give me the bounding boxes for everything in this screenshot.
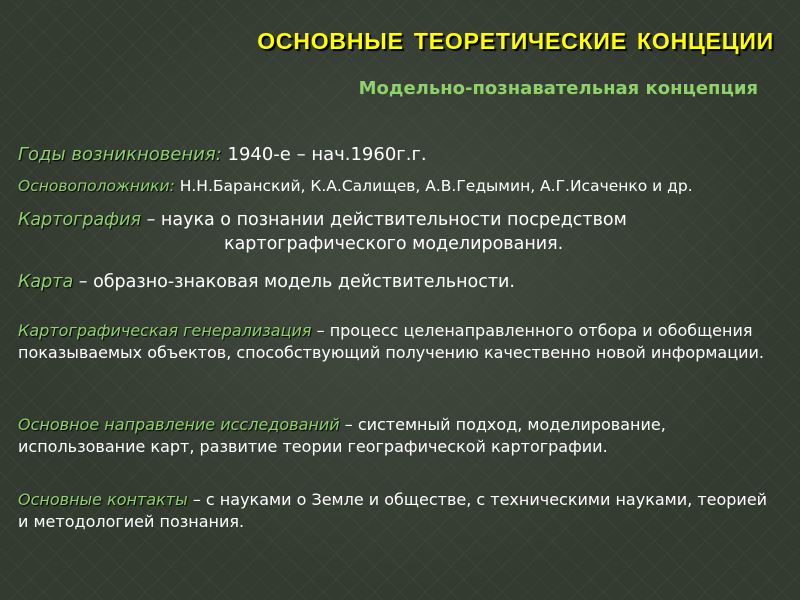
cartography-paragraph: [18, 209, 778, 256]
map-term: Карта: [18, 272, 74, 292]
cartography-text-line1: – наука о познании действительности посредством: [141, 210, 627, 230]
research-direction-paragraph: [18, 414, 778, 457]
founders-text: Н.Н.Баранский, К.А.Салищев, А.В.Гедымин, А.Г.Исаченко и др.: [174, 177, 693, 195]
slide-title: ОСНОВНЫЕ ТЕОРЕТИЧЕСКИЕ КОНЦЕЦИИ: [257, 28, 774, 54]
contacts-paragraph: [18, 489, 778, 532]
years-text: 1940-е – нач.1960г.г.: [221, 144, 427, 165]
generalization-term: Картографическая генерализация: [18, 321, 312, 340]
founders-paragraph: [18, 176, 693, 197]
map-text: – образно-знаковая модель действительности.: [73, 272, 515, 292]
slide-subtitle: Модельно-познавательная концепция: [358, 78, 758, 99]
contacts-term: Основные контакты: [18, 490, 188, 509]
map-paragraph: [18, 271, 515, 295]
years-term: Годы возникновения:: [18, 144, 222, 165]
years-paragraph: [18, 143, 427, 167]
generalization-text: – процесс целенаправленного отбора и обобщения показываемых объектов, способствующий получению качественно новой информации.: [18, 321, 765, 362]
cartography-text-line2: картографического моделирования.: [224, 233, 564, 254]
cartography-term: Картография: [18, 210, 142, 230]
founders-term: Основоположники:: [18, 177, 175, 195]
research-direction-text: – системный подход, моделирование, использование карт, развитие теории географической картографии.: [18, 415, 666, 456]
contacts-text: – с науками о Земле и обществе, с техническими науками, теорией и методологией познания.: [18, 490, 768, 531]
generalization-paragraph: [18, 320, 778, 363]
research-direction-term: Основное направление исследований: [18, 415, 340, 434]
